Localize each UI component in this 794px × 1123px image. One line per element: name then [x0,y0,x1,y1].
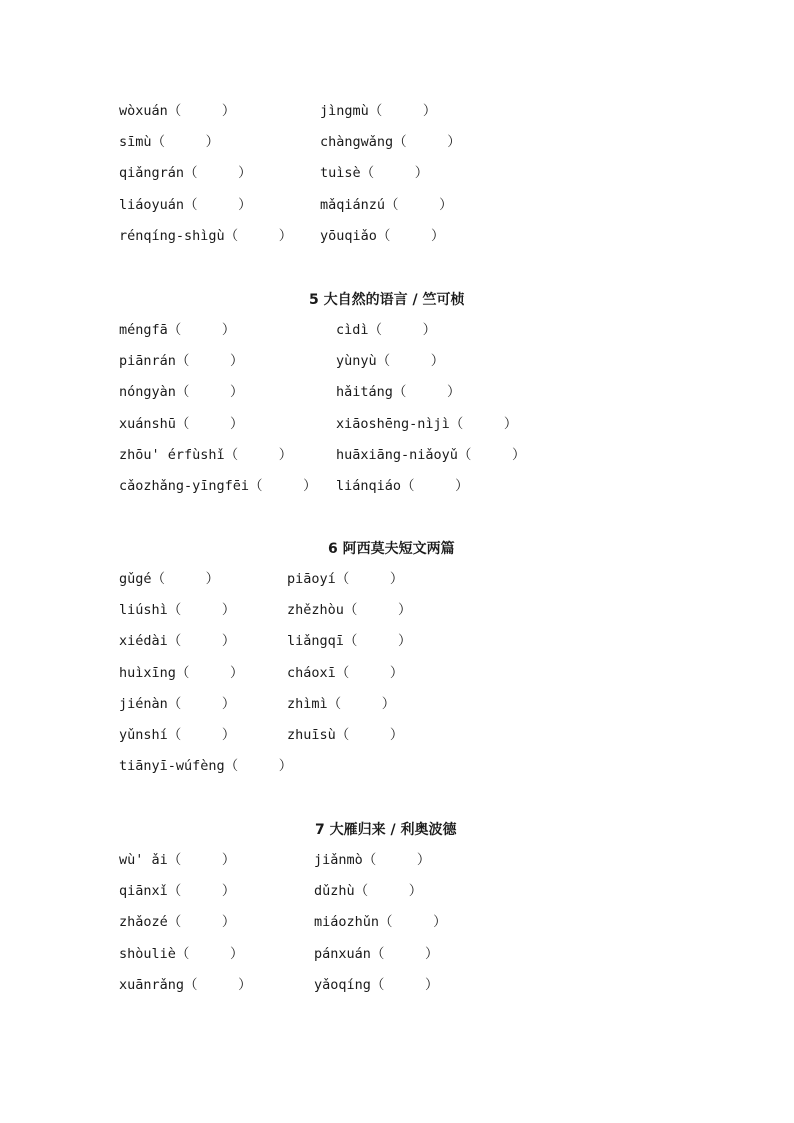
answer-blank[interactable]: （ ） [151,134,220,151]
answer-blank[interactable]: （ ） [175,945,244,962]
pinyin-item [119,351,244,371]
answer-blank[interactable]: （ ） [167,103,236,119]
pinyin-row [119,944,719,964]
pinyin-row [119,101,719,121]
pinyin-word: jìngmù [320,103,369,119]
answer-blank[interactable]: （ ） [360,165,429,182]
section-title: 6 阿西莫夫短文两篇 [328,541,455,557]
answer-blank[interactable]: （ ） [167,883,236,900]
pinyin-word: huìxīng [119,664,176,681]
pinyin-item [119,975,252,995]
pinyin-word: shòuliè [119,945,176,962]
answer-blank[interactable]: （ ） [167,852,236,868]
pinyin-row [119,132,719,152]
pinyin-item [336,445,526,465]
pinyin-word: yǎoqíng [314,976,371,993]
pinyin-word: jiénàn [119,695,168,712]
pinyin-word: sīmù [119,134,152,151]
answer-blank[interactable]: （ ） [335,571,404,587]
pinyin-word: pánxuán [314,945,371,962]
pinyin-word: piāoyí [287,571,336,587]
answer-blank[interactable]: （ ） [362,852,431,868]
pinyin-item [314,912,447,932]
answer-blank[interactable]: （ ） [167,695,236,712]
pinyin-item [320,226,445,246]
pinyin-word: yǔnshí [119,727,168,743]
answer-blank[interactable]: （ ） [175,664,244,681]
pinyin-row [119,351,719,371]
pinyin-row [119,912,719,932]
pinyin-row [119,445,719,465]
pinyin-row [119,756,719,776]
pinyin-word: zhìmì [287,695,328,712]
pinyin-word: miáozhǔn [314,914,380,931]
answer-blank[interactable]: （ ） [393,134,461,151]
answer-blank[interactable]: （ ） [175,384,244,401]
pinyin-word: xuānrǎng [119,976,185,993]
pinyin-word: wòxuán [119,103,168,119]
answer-blank[interactable]: （ ） [370,945,439,962]
pinyin-word: cìdì [336,322,369,338]
pinyin-word: mǎqiánzú [320,196,386,213]
pinyin-word: zhōu' érfùshǐ [119,446,225,463]
pinyin-item [336,382,461,402]
answer-blank[interactable]: （ ） [449,415,518,432]
pinyin-row [119,382,719,402]
pinyin-item [119,445,292,465]
pinyin-item [119,382,244,402]
pinyin-word: tiānyī-wúfèng [119,758,225,775]
pinyin-word: xiédài [119,633,168,650]
pinyin-item [119,850,235,870]
answer-blank[interactable]: （ ） [401,478,469,494]
section-title: 5 大自然的语言 / 竺可桢 [309,292,465,308]
pinyin-word: cháoxī [287,664,336,681]
answer-blank[interactable]: （ ） [335,664,404,681]
pinyin-word: chàngwǎng [320,134,394,151]
answer-blank[interactable]: （ ） [376,353,445,370]
pinyin-item [119,631,235,651]
pinyin-item [287,600,412,620]
answer-blank[interactable]: （ ） [224,758,293,775]
pinyin-word: liáoyuán [119,196,185,213]
pinyin-item [119,756,292,776]
pinyin-row [119,663,719,683]
pinyin-item [314,850,430,870]
pinyin-word: hǎitáng [336,384,393,401]
pinyin-item [119,195,252,215]
pinyin-item [320,101,436,121]
pinyin-word: nóngyàn [119,384,176,401]
pinyin-item [287,631,412,651]
pinyin-row [119,195,719,215]
answer-blank[interactable]: （ ） [175,415,244,432]
pinyin-item [336,351,444,371]
answer-blank[interactable]: （ ） [392,384,461,401]
pinyin-row [119,600,719,620]
pinyin-item [320,195,453,215]
pinyin-row [119,476,719,496]
pinyin-word: liǎngqī [287,633,344,650]
answer-blank[interactable]: （ ） [224,227,293,244]
pinyin-item [320,132,461,152]
pinyin-item [119,663,244,683]
section-title: 7 大雁归来 / 利奥波德 [315,822,457,838]
pinyin-word: qiǎngrán [119,165,185,182]
pinyin-item [119,725,235,745]
pinyin-word: liúshì [119,602,168,619]
pinyin-item [119,163,252,183]
answer-blank[interactable]: （ ） [184,165,252,182]
pinyin-row [119,850,719,870]
answer-blank[interactable]: （ ） [368,103,437,119]
pinyin-word: zhězhòu [287,602,344,619]
answer-blank[interactable]: （ ） [457,446,526,463]
pinyin-item [119,414,244,434]
pinyin-row [119,569,719,589]
pinyin-row [119,320,719,340]
pinyin-word: xiāoshēng-nìjì [336,415,450,432]
pinyin-item [119,569,219,589]
pinyin-row [119,414,719,434]
pinyin-item [336,320,436,340]
pinyin-row [119,163,719,183]
pinyin-item [320,163,428,183]
pinyin-item [336,476,469,496]
pinyin-word: zhǎozé [119,914,168,931]
pinyin-item [119,600,235,620]
pinyin-item [287,694,395,714]
answer-blank[interactable]: （ ） [167,727,236,743]
answer-blank[interactable]: （ ） [224,446,293,463]
pinyin-word: tuìsè [320,165,361,182]
answer-blank[interactable]: （ ） [376,227,445,244]
pinyin-word: piānrán [119,353,176,370]
answer-blank[interactable]: （ ） [354,883,423,900]
answer-blank[interactable]: （ ） [151,571,220,587]
pinyin-word: huāxiāng-niǎoyǔ [336,446,458,463]
pinyin-item [119,881,235,901]
answer-blank[interactable]: （ ） [335,727,404,743]
pinyin-row [119,694,719,714]
pinyin-word: jiǎnmò [314,852,363,868]
pinyin-word: rénqíng-shìgù [119,227,225,244]
pinyin-item [314,975,439,995]
pinyin-item [119,101,235,121]
pinyin-word: yōuqiǎo [320,227,377,244]
pinyin-word: méngfā [119,322,168,338]
pinyin-item [119,694,235,714]
pinyin-item [119,944,244,964]
answer-blank[interactable]: （ ） [184,976,252,993]
pinyin-item [314,944,439,964]
pinyin-word: qiānxǐ [119,883,168,900]
pinyin-item [119,226,292,246]
answer-blank[interactable]: （ ） [368,322,437,338]
answer-blank[interactable]: （ ） [167,322,236,338]
answer-blank[interactable]: （ ） [343,633,412,650]
answer-blank[interactable]: （ ） [167,602,236,619]
pinyin-item [119,320,235,340]
answer-blank[interactable]: （ ） [167,914,236,931]
pinyin-item [119,912,235,932]
pinyin-item [287,569,403,589]
pinyin-word: liánqiáo [336,478,402,494]
answer-blank[interactable]: （ ） [370,976,439,993]
answer-blank[interactable]: （ ） [379,914,447,931]
pinyin-item [287,725,403,745]
answer-blank[interactable]: （ ） [249,478,317,494]
pinyin-word: xuánshū [119,415,176,432]
pinyin-item [119,476,317,496]
answer-blank[interactable]: （ ） [385,196,453,213]
pinyin-item [314,881,422,901]
pinyin-item [119,132,219,152]
answer-blank[interactable]: （ ） [327,695,396,712]
pinyin-word: zhuīsù [287,727,336,743]
pinyin-row [119,975,719,995]
pinyin-item [336,414,517,434]
pinyin-word: cǎozhǎng-yīngfēi [119,478,250,494]
pinyin-row [119,631,719,651]
answer-blank[interactable]: （ ） [343,602,412,619]
pinyin-word: gǔgé [119,571,152,587]
pinyin-word: wù' ǎi [119,852,168,868]
answer-blank[interactable]: （ ） [167,633,236,650]
answer-blank[interactable]: （ ） [184,196,252,213]
pinyin-row [119,226,719,246]
pinyin-row [119,725,719,745]
pinyin-row [119,881,719,901]
pinyin-word: dǔzhù [314,883,355,900]
pinyin-word: yùnyù [336,353,377,370]
answer-blank[interactable]: （ ） [175,353,244,370]
pinyin-item [287,663,403,683]
